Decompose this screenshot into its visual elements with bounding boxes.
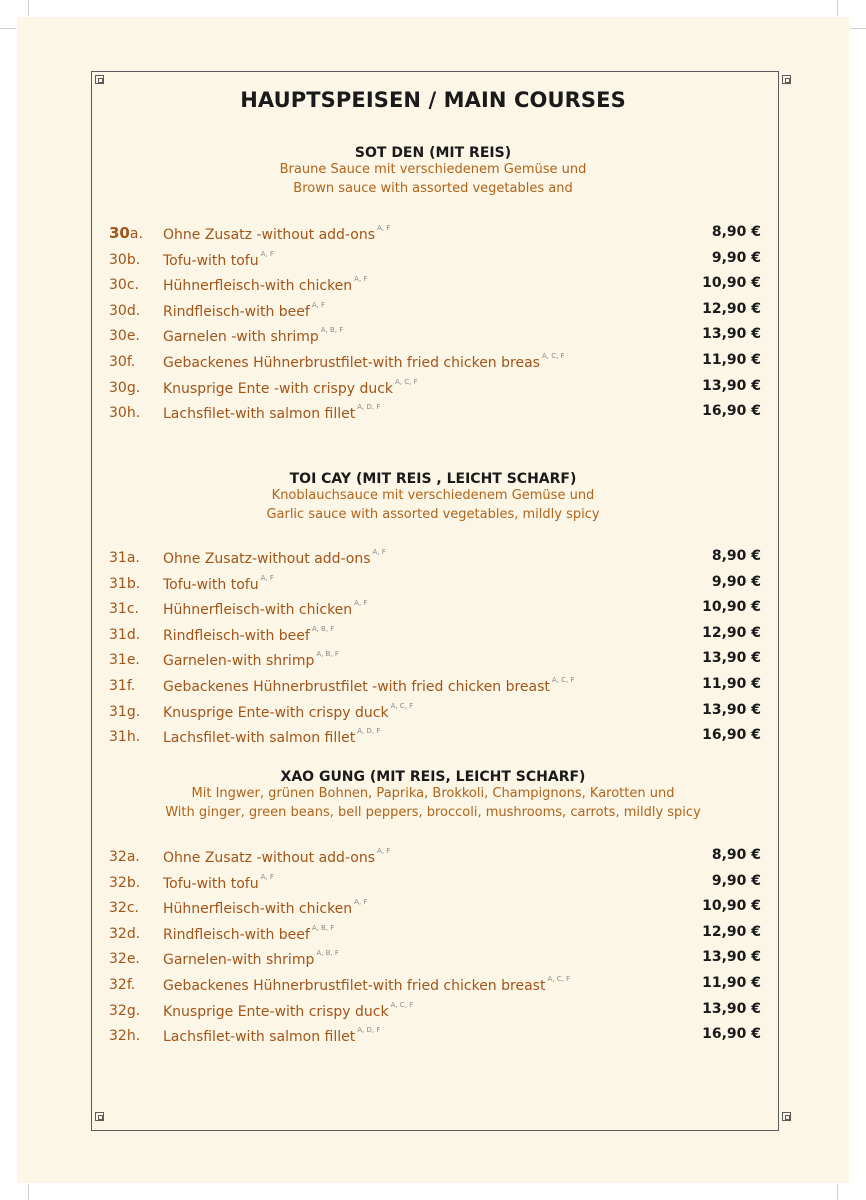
item-number [109, 275, 139, 293]
item-name-wrapper [163, 599, 367, 618]
item-number-suffix: 31g. [109, 703, 141, 720]
item-name: Garnelen-with shrimp [163, 952, 315, 969]
item-name-wrapper [163, 676, 575, 695]
item-name-wrapper [163, 625, 334, 644]
menu-item-row [109, 574, 761, 598]
allergen-codes: A, C, F [390, 701, 414, 710]
allergen-codes: A, F [376, 224, 391, 232]
frame-corner-ornament [95, 75, 104, 84]
frame-corner-ornament [95, 1112, 104, 1121]
item-name-wrapper [163, 949, 339, 968]
menu-item-row [109, 378, 761, 402]
item-name: Tofu-with tofu [163, 576, 259, 593]
section-description: Mit Ingwer, grünen Bohnen, Paprika, Brokkoli, Champignons, Karotten und [191, 786, 675, 801]
page-title: HAUPTSPEISEN / MAIN COURSES [240, 88, 626, 112]
item-name-wrapper [163, 1001, 413, 1020]
allergen-codes: A, F [354, 599, 368, 608]
item-name-wrapper [163, 378, 418, 397]
item-name-wrapper [163, 548, 386, 567]
item-number [109, 702, 140, 720]
item-price: 9,90 € [711, 872, 761, 889]
item-name: Lachsfilet-with salmon fillet [163, 406, 356, 423]
item-name-wrapper [163, 326, 343, 345]
menu-item-row [109, 250, 761, 274]
menu-item-row [109, 898, 761, 922]
item-price: 16,90 € [702, 727, 761, 744]
allergen-codes: A, B, F [311, 624, 335, 633]
allergen-codes: A, F [376, 847, 391, 855]
allergen-codes: A, F [260, 573, 274, 582]
item-number [109, 378, 140, 396]
item-name: Rindfleisch-with beef [163, 303, 310, 320]
allergen-codes: A, C, F [395, 377, 418, 386]
allergen-codes: A, F [260, 872, 274, 881]
allergen-codes: A, B, F [316, 650, 339, 659]
item-price: 13,90 € [702, 377, 761, 394]
menu-item-row [109, 599, 761, 623]
item-name-wrapper [163, 898, 367, 917]
allergen-codes: A, D, F [357, 1026, 381, 1035]
item-number [109, 650, 140, 668]
menu-item-row [109, 873, 761, 897]
item-name: Ohne Zusatz -without add-ons [163, 850, 375, 866]
allergen-codes: A, C, F [551, 676, 575, 684]
item-number [109, 924, 140, 942]
allergen-codes: A, B, F [311, 923, 335, 932]
menu-item-row [109, 702, 761, 726]
section-title: TOI CAY (MIT REIS , LEICHT SCHARF) [289, 471, 577, 487]
menu-item-row [109, 275, 761, 299]
menu-item-row [109, 1001, 761, 1025]
menu-item-row [109, 625, 761, 649]
item-number-suffix: 31d. [109, 626, 141, 643]
item-price: 8,90 € [711, 224, 761, 240]
item-number-suffix: 30e. [109, 328, 140, 345]
allergen-codes: A, F [354, 898, 368, 907]
item-price: 9,90 € [711, 573, 761, 590]
frame-corner-ornament [782, 1112, 791, 1121]
allergen-codes: A, C, F [547, 975, 571, 983]
item-name: Gebackenes Hühnerbrustfilet-with fried chicken breas [163, 355, 540, 371]
menu-item-row [109, 847, 761, 871]
item-number-suffix: a. [129, 226, 143, 242]
item-number [109, 224, 143, 242]
item-number-suffix: 30g. [109, 379, 141, 396]
item-number-main: 30 [109, 224, 130, 242]
item-number-suffix: 31e. [109, 652, 140, 669]
item-price: 9,90 € [711, 249, 761, 266]
item-name-wrapper [163, 727, 380, 746]
item-number [109, 873, 140, 891]
item-name: Ohne Zusatz -without add-ons [163, 227, 375, 243]
frame-corner-ornament [782, 75, 791, 84]
item-number-suffix: 31f. [109, 678, 136, 694]
item-name: Garnelen-with shrimp [163, 653, 315, 670]
item-number-suffix: 32d. [109, 925, 141, 942]
item-name: Knusprige Ente-with crispy duck [163, 704, 389, 721]
menu-item-row [109, 403, 761, 427]
allergen-codes: A, F [372, 548, 386, 556]
section-description: With ginger, green beans, bell peppers, broccoli, mushrooms, carrots, mildly spicy [165, 805, 701, 820]
item-name: Tofu-with tofu [163, 875, 259, 892]
item-number [109, 676, 135, 694]
item-name: Lachsfilet-with salmon fillet [163, 730, 356, 747]
allergen-codes: A, F [260, 249, 274, 258]
item-number-suffix: 32g. [109, 1002, 141, 1019]
item-number [109, 599, 139, 617]
item-price: 8,90 € [711, 548, 761, 564]
item-price: 10,90 € [702, 898, 761, 915]
crop-mark [837, 0, 838, 16]
item-number [109, 301, 140, 319]
crop-mark [837, 1184, 838, 1200]
menu-item-row [109, 727, 761, 751]
item-price: 12,90 € [702, 300, 761, 317]
menu-item-row [109, 301, 761, 325]
item-price: 12,90 € [702, 624, 761, 641]
section-description: Garlic sauce with assorted vegetables, mildly spicy [266, 507, 600, 522]
crop-mark [0, 28, 16, 29]
item-name-wrapper [163, 301, 325, 320]
section-description: Brown sauce with assorted vegetables and [293, 181, 573, 196]
item-name: Hühnerfleisch-with chicken [163, 278, 353, 295]
item-name-wrapper [163, 702, 413, 721]
item-name-wrapper [163, 873, 274, 892]
item-number-suffix: 31c. [109, 601, 139, 618]
item-number [109, 625, 140, 643]
item-name: Ohne Zusatz-without add-ons [163, 551, 371, 567]
item-price: 16,90 € [702, 403, 761, 420]
item-name: Lachsfilet-with salmon fillet [163, 1029, 356, 1046]
menu-item-row [109, 650, 761, 674]
item-number [109, 847, 140, 865]
item-price: 11,90 € [702, 676, 761, 692]
item-price: 10,90 € [702, 599, 761, 616]
item-number [109, 727, 140, 745]
item-number-suffix: 32e. [109, 951, 140, 968]
item-number [109, 352, 135, 370]
allergen-codes: A, D, F [357, 403, 381, 412]
item-name: Hühnerfleisch-with chicken [163, 602, 353, 619]
item-number [109, 548, 140, 566]
item-number-suffix: 32h. [109, 1028, 141, 1045]
menu-item-row [109, 975, 761, 999]
item-name: Gebackenes Hühnerbrustfilet-with fried chicken breast [163, 978, 546, 994]
item-name-wrapper [163, 224, 390, 243]
section-title: SOT DEN (MIT REIS) [354, 145, 512, 161]
allergen-codes: A, C, F [390, 1000, 414, 1009]
item-name-wrapper [163, 975, 570, 994]
item-price: 16,90 € [702, 1026, 761, 1043]
allergen-codes: A, C, F [541, 352, 565, 360]
item-price: 13,90 € [702, 650, 761, 667]
item-price: 12,90 € [702, 923, 761, 940]
allergen-codes: A, F [354, 275, 368, 284]
item-price: 11,90 € [702, 975, 761, 991]
item-price: 8,90 € [711, 847, 761, 863]
item-name-wrapper [163, 847, 390, 866]
item-number-suffix: 31a. [109, 550, 140, 566]
item-price: 13,90 € [702, 1000, 761, 1017]
item-number [109, 250, 140, 268]
item-name-wrapper [163, 275, 367, 294]
item-number-suffix: 32f. [109, 977, 136, 993]
item-name-wrapper [163, 1026, 380, 1045]
section-description: Knoblauchsauce mit verschiedenem Gemüse und [271, 488, 595, 503]
item-number [109, 403, 140, 421]
item-name: Knusprige Ente -with crispy duck [163, 380, 394, 397]
item-name-wrapper [163, 574, 274, 593]
item-number-suffix: 30c. [109, 277, 139, 294]
crop-mark [850, 28, 866, 29]
section-description: Braune Sauce mit verschiedenem Gemüse und [279, 162, 587, 177]
menu-item-row [109, 1026, 761, 1050]
item-number [109, 1001, 140, 1019]
item-name: Rindfleisch-with beef [163, 627, 310, 644]
menu-item-row [109, 548, 761, 572]
item-number-suffix: 30f. [109, 354, 136, 370]
item-name-wrapper [163, 650, 339, 669]
item-name-wrapper [163, 924, 334, 943]
item-number [109, 975, 135, 993]
allergen-codes: A, B, F [320, 326, 344, 335]
item-number [109, 574, 140, 592]
item-name-wrapper [163, 403, 380, 422]
item-price: 13,90 € [702, 326, 761, 343]
item-price: 11,90 € [702, 352, 761, 368]
item-name: Gebackenes Hühnerbrustfilet -with fried chicken breast [163, 679, 550, 695]
item-number [109, 898, 139, 916]
menu-item-row [109, 224, 761, 248]
item-name: Knusprige Ente-with crispy duck [163, 1003, 389, 1020]
item-number [109, 949, 140, 967]
item-price: 13,90 € [702, 949, 761, 966]
allergen-codes: A, B, F [316, 949, 339, 958]
item-name-wrapper [163, 352, 565, 371]
item-name: Garnelen -with shrimp [163, 329, 319, 346]
menu-item-row [109, 326, 761, 350]
crop-mark [28, 1184, 29, 1200]
item-number-suffix: 31b. [109, 575, 141, 592]
item-number-suffix: 32c. [109, 900, 139, 917]
section-title: XAO GUNG (MIT REIS, LEICHT SCHARF) [280, 769, 586, 785]
item-number-suffix: 30h. [109, 405, 141, 422]
item-number-suffix: 31h. [109, 729, 141, 746]
item-number-suffix: 32b. [109, 874, 141, 891]
item-number [109, 1026, 140, 1044]
crop-mark [28, 0, 29, 16]
item-name-wrapper [163, 250, 274, 269]
menu-item-row [109, 924, 761, 948]
menu-item-row [109, 352, 761, 376]
item-number-suffix: 30d. [109, 302, 141, 319]
item-number-suffix: 32a. [109, 849, 140, 865]
allergen-codes: A, F [311, 300, 326, 309]
menu-item-row [109, 949, 761, 973]
allergen-codes: A, D, F [357, 727, 381, 736]
item-price: 10,90 € [702, 275, 761, 292]
menu-item-row [109, 676, 761, 700]
item-name: Rindfleisch-with beef [163, 926, 310, 943]
item-number-suffix: 30b. [109, 251, 141, 268]
item-price: 13,90 € [702, 701, 761, 718]
item-name: Tofu-with tofu [163, 252, 259, 269]
item-name: Hühnerfleisch-with chicken [163, 901, 353, 918]
item-number [109, 326, 140, 344]
